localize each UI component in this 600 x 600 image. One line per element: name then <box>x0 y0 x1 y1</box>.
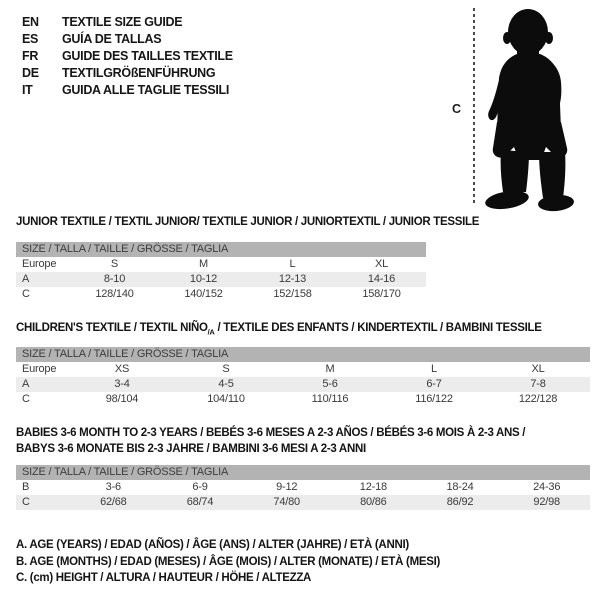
row-label: A <box>22 273 30 285</box>
size-header-bar: SIZE / TALLA / TAILLE / GRÖSSE / TAGLIA <box>16 242 426 257</box>
table-cell: XL <box>531 363 545 375</box>
row-label: A <box>22 378 30 390</box>
table-cell: 116/122 <box>415 393 453 405</box>
footnote-a: A. AGE (YEARS) / EDAD (AÑOS) / ÂGE (ANS) / ALTER (JAHRE) / ETÀ (ANNI) <box>16 539 409 551</box>
baby-silhouette-icon <box>482 6 580 212</box>
row-label: Europe <box>22 363 57 375</box>
table-row <box>16 362 590 377</box>
table-row <box>16 272 426 287</box>
table-cell: S <box>222 363 230 375</box>
table-cell: 104/110 <box>207 393 245 405</box>
measure-label-c: C <box>452 102 461 116</box>
table-cell: 3-4 <box>114 378 130 390</box>
table-cell: 86/92 <box>446 496 474 508</box>
table-cell: 62/68 <box>100 496 127 508</box>
table-row <box>16 495 590 510</box>
children-section-title <box>16 322 542 336</box>
table-cell: 14-16 <box>367 273 396 285</box>
guide-title: TEXTILE SIZE GUIDE <box>62 15 183 29</box>
language-code: DE <box>22 66 39 80</box>
row-label: C <box>22 393 30 405</box>
table-row <box>16 377 590 392</box>
children-title-after: / TEXTILE DES ENFANTS / KINDERTEXTIL / BAMBINI TESSILE <box>214 322 542 334</box>
table-cell: 122/128 <box>518 393 558 405</box>
language-code: IT <box>22 83 33 97</box>
table-cell: 8-10 <box>103 273 126 285</box>
babies-size-table <box>16 465 590 510</box>
language-code: EN <box>22 15 39 29</box>
table-cell: 12-13 <box>278 273 307 285</box>
table-cell: 6-9 <box>192 481 208 493</box>
table-cell: 68/74 <box>186 496 214 508</box>
guide-title: GUIDA ALLE TAGLIE TESSILI <box>62 83 230 97</box>
table-cell: M <box>199 258 208 270</box>
children-size-table <box>16 347 590 407</box>
table-cell: 12-18 <box>359 481 387 493</box>
table-cell: XS <box>114 363 130 375</box>
table-cell: 24-36 <box>533 481 561 493</box>
junior-section-title: JUNIOR TEXTILE / TEXTIL JUNIOR/ TEXTILE JUNIOR / JUNIORTEXTIL / JUNIOR TESSILE <box>16 216 480 228</box>
children-title-sub: /A <box>207 327 215 337</box>
language-row <box>22 31 233 48</box>
table-cell: L <box>289 258 296 270</box>
table-cell: 80/86 <box>360 496 387 508</box>
language-row <box>22 82 233 99</box>
row-label: C <box>22 496 30 508</box>
table-cell: 152/158 <box>273 288 312 300</box>
table-cell: 5-6 <box>322 378 338 390</box>
table-cell: S <box>110 258 119 270</box>
language-row <box>22 65 233 82</box>
children-title-before: CHILDREN'S TEXTILE / TEXTIL NIÑO <box>16 322 208 334</box>
table-cell: 140/152 <box>184 288 223 300</box>
table-row <box>16 287 426 302</box>
language-code: ES <box>22 32 39 46</box>
table-row <box>16 392 590 407</box>
table-cell: XL <box>374 258 389 270</box>
guide-title: GUÍA DE TALLAS <box>62 32 162 46</box>
table-cell: 110/116 <box>311 393 349 405</box>
babies-section-title-line1: BABIES 3-6 MONTH TO 2-3 YEARS / BEBÉS 3-6 MESES A 2-3 AÑOS / BÉBÉS 3-6 MOIS À 2-3 ANS / <box>16 427 526 439</box>
footnote-c: C. (cm) HEIGHT / ALTURA / HAUTEUR / HÖHE / ALTEZZA <box>16 572 312 584</box>
row-label: Europe <box>22 258 57 270</box>
table-row <box>16 480 590 495</box>
table-cell: 9-12 <box>276 481 298 493</box>
table-cell: 3-6 <box>105 481 121 493</box>
row-label: B <box>22 481 30 493</box>
table-cell: 18-24 <box>446 481 474 493</box>
language-title-list <box>22 14 233 99</box>
table-cell: 4-5 <box>218 378 234 390</box>
language-row <box>22 48 233 65</box>
table-cell: 158/170 <box>362 288 401 300</box>
guide-title: TEXTILGRÖßENFÜHRUNG <box>62 66 216 80</box>
language-row <box>22 14 233 31</box>
babies-section-title-line2: BABYS 3-6 MONATE BIS 2-3 JAHRE / BAMBINI 3-6 MESI A 2-3 ANNI <box>16 443 366 455</box>
row-label: C <box>22 288 30 300</box>
table-cell: 10-12 <box>189 273 218 285</box>
height-measure-dashed-line <box>473 8 475 206</box>
table-cell: M <box>325 363 335 375</box>
table-cell: L <box>431 363 437 375</box>
junior-size-table <box>16 242 426 302</box>
size-header-bar: SIZE / TALLA / TAILLE / GRÖSSE / TAGLIA <box>16 347 590 362</box>
footnote-b: B. AGE (MONTHS) / EDAD (MESES) / ÂGE (MOIS) / ALTER (MONATE) / ETÀ (MESI) <box>16 555 441 568</box>
size-header-bar: SIZE / TALLA / TAILLE / GRÖSSE / TAGLIA <box>16 465 590 480</box>
table-cell: 7-8 <box>530 378 546 390</box>
table-cell: 98/104 <box>105 393 139 405</box>
language-code: FR <box>22 49 39 63</box>
table-cell: 74/80 <box>273 496 300 508</box>
table-row <box>16 257 426 272</box>
table-cell: 6-7 <box>426 378 442 390</box>
table-cell: 128/140 <box>95 288 134 300</box>
guide-title: GUIDE DES TAILLES TEXTILE <box>62 49 233 63</box>
footnotes <box>16 537 440 587</box>
table-cell: 92/98 <box>533 496 560 508</box>
